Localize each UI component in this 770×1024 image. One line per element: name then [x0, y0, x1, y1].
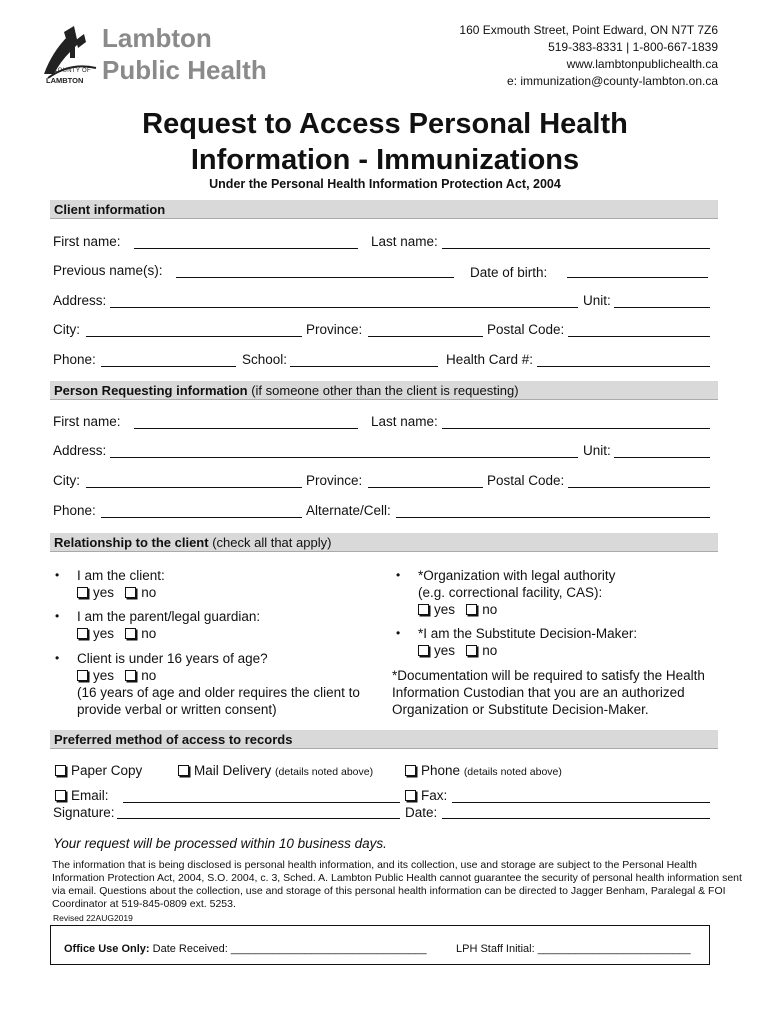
option-client-checks	[77, 584, 156, 601]
disclosure-line-4: Coordinator at 519-845-0809 ext. 5253.	[52, 898, 236, 910]
client-postal-label: Postal Code:	[487, 322, 565, 337]
access-method-heading: Preferred method of access to records	[54, 732, 293, 747]
requester-province-field[interactable]	[368, 487, 483, 488]
signature-field[interactable]	[117, 818, 400, 819]
relationship-heading-bold: Relationship to the client	[54, 535, 209, 550]
access-mail-delivery	[178, 763, 373, 778]
office-staff-initial: LPH Staff Initial: _________________________	[456, 943, 691, 955]
client-address-label: Address:	[53, 293, 107, 308]
option-organization-checks	[418, 601, 497, 618]
client-province-label: Province:	[306, 322, 363, 337]
option-sdm-label: *I am the Substitute Decision-Maker:	[418, 626, 638, 641]
requester-alternate-field[interactable]	[396, 517, 710, 518]
logo-lambton: LAMBTON	[46, 76, 84, 85]
client-health-card-label: Health Card #:	[446, 352, 534, 367]
requester-postal-field[interactable]	[568, 487, 710, 488]
requester-unit-field[interactable]	[614, 457, 710, 458]
fax-field[interactable]	[452, 802, 710, 803]
phone-label: Phone	[421, 763, 461, 778]
access-email	[55, 788, 109, 803]
client-last-name-label: Last name:	[371, 234, 438, 249]
client-previous-names-label: Previous name(s):	[53, 263, 163, 278]
signature-label: Signature:	[53, 805, 115, 820]
sdm-yes-checkbox[interactable]	[418, 645, 429, 656]
sdm-yes-label: yes	[434, 643, 456, 658]
page-subtitle: Under the Personal Health Information Protection Act, 2004	[209, 177, 561, 191]
under16-no-label: no	[141, 668, 157, 683]
title-line-2: Information - Immunizations	[190, 144, 580, 176]
option-under16-label: Client is under 16 years of age?	[77, 651, 268, 666]
requester-heading-bold: Person Requesting information	[54, 383, 248, 398]
requester-phone-label: Phone:	[53, 503, 96, 518]
bullet: •	[55, 651, 60, 665]
client-unit-label: Unit:	[583, 293, 611, 308]
requester-phone-field[interactable]	[101, 517, 302, 518]
client-previous-names-field[interactable]	[176, 277, 454, 278]
client-health-card-field[interactable]	[537, 366, 710, 367]
documentation-note-line-3: Organization or Substitute Decision-Maker.	[392, 702, 649, 717]
office-use-label: Office Use Only:	[64, 943, 150, 955]
email-field[interactable]	[123, 802, 400, 803]
requester-city-field[interactable]	[86, 487, 302, 488]
mail-delivery-note: (details noted above)	[275, 766, 374, 778]
requester-address-label: Address:	[53, 443, 107, 458]
client-dob-label: Date of birth:	[470, 265, 548, 280]
client-phone-label: Phone:	[53, 352, 96, 367]
page-title	[0, 106, 770, 178]
under16-note-line-2: provide verbal or written consent)	[77, 702, 277, 717]
client-unit-field[interactable]	[614, 307, 710, 308]
office-use-box	[50, 925, 710, 965]
organization-yes-checkbox[interactable]	[418, 604, 429, 615]
requester-last-name-field[interactable]	[442, 428, 710, 429]
bullet: •	[396, 626, 401, 640]
email-checkbox[interactable]	[55, 790, 66, 801]
requester-heading-note: (if someone other than the client is requesting)	[247, 383, 519, 398]
org-name-line-2: Public Health	[102, 55, 267, 85]
disclosure-notice	[52, 859, 742, 911]
requester-province-label: Province:	[306, 473, 363, 488]
contact-block	[459, 22, 718, 90]
phone-checkbox[interactable]	[405, 765, 416, 776]
bullet: •	[55, 609, 60, 623]
relationship-header	[50, 533, 718, 552]
disclosure-line-3: via email. Questions about the collection, use and storage of this personal health information can be directed to Jagger Benham, Paralegal & FOI	[52, 885, 726, 897]
access-phone	[405, 763, 562, 778]
client-city-field[interactable]	[86, 336, 302, 337]
organization-no-checkbox[interactable]	[466, 604, 477, 615]
client-dob-field[interactable]	[567, 277, 708, 278]
documentation-note-line-1: *Documentation will be required to satisfy the Health	[392, 668, 705, 683]
requester-first-name-label: First name:	[53, 414, 121, 429]
option-parent-label: I am the parent/legal guardian:	[77, 609, 261, 624]
office-use-row	[64, 943, 427, 955]
under16-yes-checkbox[interactable]	[77, 670, 88, 681]
org-name-line-1: Lambton	[102, 23, 212, 53]
option-organization-example: (e.g. correctional facility, CAS):	[418, 585, 603, 600]
date-label: Date:	[405, 805, 438, 820]
sdm-no-checkbox[interactable]	[466, 645, 477, 656]
parent-no-label: no	[141, 626, 157, 641]
client-info-header	[50, 200, 718, 219]
parent-yes-checkbox[interactable]	[77, 628, 88, 639]
office-date-received: Date Received: ________________________________	[152, 943, 427, 955]
client-city-label: City:	[53, 322, 80, 337]
documentation-note-line-2: Information Custodian that you are an authorized	[392, 685, 685, 700]
email-label: Email:	[71, 788, 109, 803]
contact-address: 160 Exmouth Street, Point Edward, ON N7T 7Z6	[459, 23, 718, 37]
paper-copy-checkbox[interactable]	[55, 765, 66, 776]
requester-postal-label: Postal Code:	[487, 473, 565, 488]
client-info-heading: Client information	[54, 202, 166, 217]
relationship-heading-note: (check all that apply)	[208, 535, 332, 550]
sdm-no-label: no	[482, 643, 498, 658]
fax-label: Fax:	[421, 788, 448, 803]
option-organization-label: *Organization with legal authority	[418, 568, 616, 583]
client-first-name-label: First name:	[53, 234, 121, 249]
option-client-label: I am the client:	[77, 568, 165, 583]
mail-delivery-label: Mail Delivery	[194, 763, 272, 778]
under16-no-checkbox[interactable]	[125, 670, 136, 681]
option-under16-checks	[77, 667, 156, 684]
bullet: •	[55, 568, 60, 582]
client-yes-checkbox[interactable]	[77, 587, 88, 598]
client-province-field[interactable]	[368, 336, 483, 337]
contact-phone: 519-383-8331 | 1-800-667-1839	[548, 40, 718, 54]
access-fax	[405, 788, 447, 803]
client-address-field[interactable]	[110, 307, 578, 308]
access-paper-copy	[55, 763, 142, 778]
paper-copy-label: Paper Copy	[71, 763, 143, 778]
requester-last-name-label: Last name:	[371, 414, 438, 429]
processing-notice: Your request will be processed within 10 business days.	[53, 836, 387, 851]
organization-yes-label: yes	[434, 602, 456, 617]
revised-date: Revised 22AUG2019	[53, 913, 133, 923]
requester-info-header	[50, 381, 718, 400]
fax-checkbox[interactable]	[405, 790, 416, 801]
option-sdm-checks	[418, 642, 497, 659]
client-school-label: School:	[242, 352, 288, 367]
parent-no-checkbox[interactable]	[125, 628, 136, 639]
requester-unit-label: Unit:	[583, 443, 611, 458]
option-parent-checks	[77, 625, 156, 642]
mail-delivery-checkbox[interactable]	[178, 765, 189, 776]
parent-yes-label: yes	[93, 626, 115, 641]
client-yes-label: yes	[93, 585, 115, 600]
logo-county-of: COUNTY OF	[53, 68, 91, 74]
client-first-name-field[interactable]	[134, 248, 358, 249]
organization-no-label: no	[482, 602, 498, 617]
client-last-name-field[interactable]	[442, 248, 710, 249]
phone-note: (details noted above)	[463, 766, 562, 778]
client-postal-field[interactable]	[568, 336, 710, 337]
date-field[interactable]	[442, 818, 710, 819]
disclosure-line-1: The information that is being disclosed is personal health information, and its collection, use and storage are subject to the Personal Health	[52, 859, 697, 871]
bullet: •	[396, 568, 401, 582]
client-no-checkbox[interactable]	[125, 587, 136, 598]
contact-website[interactable]: www.lambtonpublichealth.ca	[566, 57, 718, 71]
contact-email[interactable]: e: immunization@county-lambton.on.ca	[507, 74, 718, 88]
client-no-label: no	[141, 585, 157, 600]
client-school-field[interactable]	[290, 366, 438, 367]
client-phone-field[interactable]	[101, 366, 236, 367]
access-method-header	[50, 730, 718, 749]
under16-yes-label: yes	[93, 668, 115, 683]
requester-first-name-field[interactable]	[134, 428, 358, 429]
disclosure-line-2: Information Protection Act, 2004, S.O. 2004, c. 3, Sched. A. Lambton Public Health cannot guarantee the security of personal health information sent	[52, 872, 742, 884]
requester-alternate-label: Alternate/Cell:	[306, 503, 391, 518]
title-line-1: Request to Access Personal Health	[142, 108, 628, 140]
under16-note-line-1: (16 years of age and older requires the client to	[77, 685, 360, 700]
lambton-public-health-logo	[40, 22, 280, 86]
requester-city-label: City:	[53, 473, 80, 488]
requester-address-field[interactable]	[110, 457, 578, 458]
